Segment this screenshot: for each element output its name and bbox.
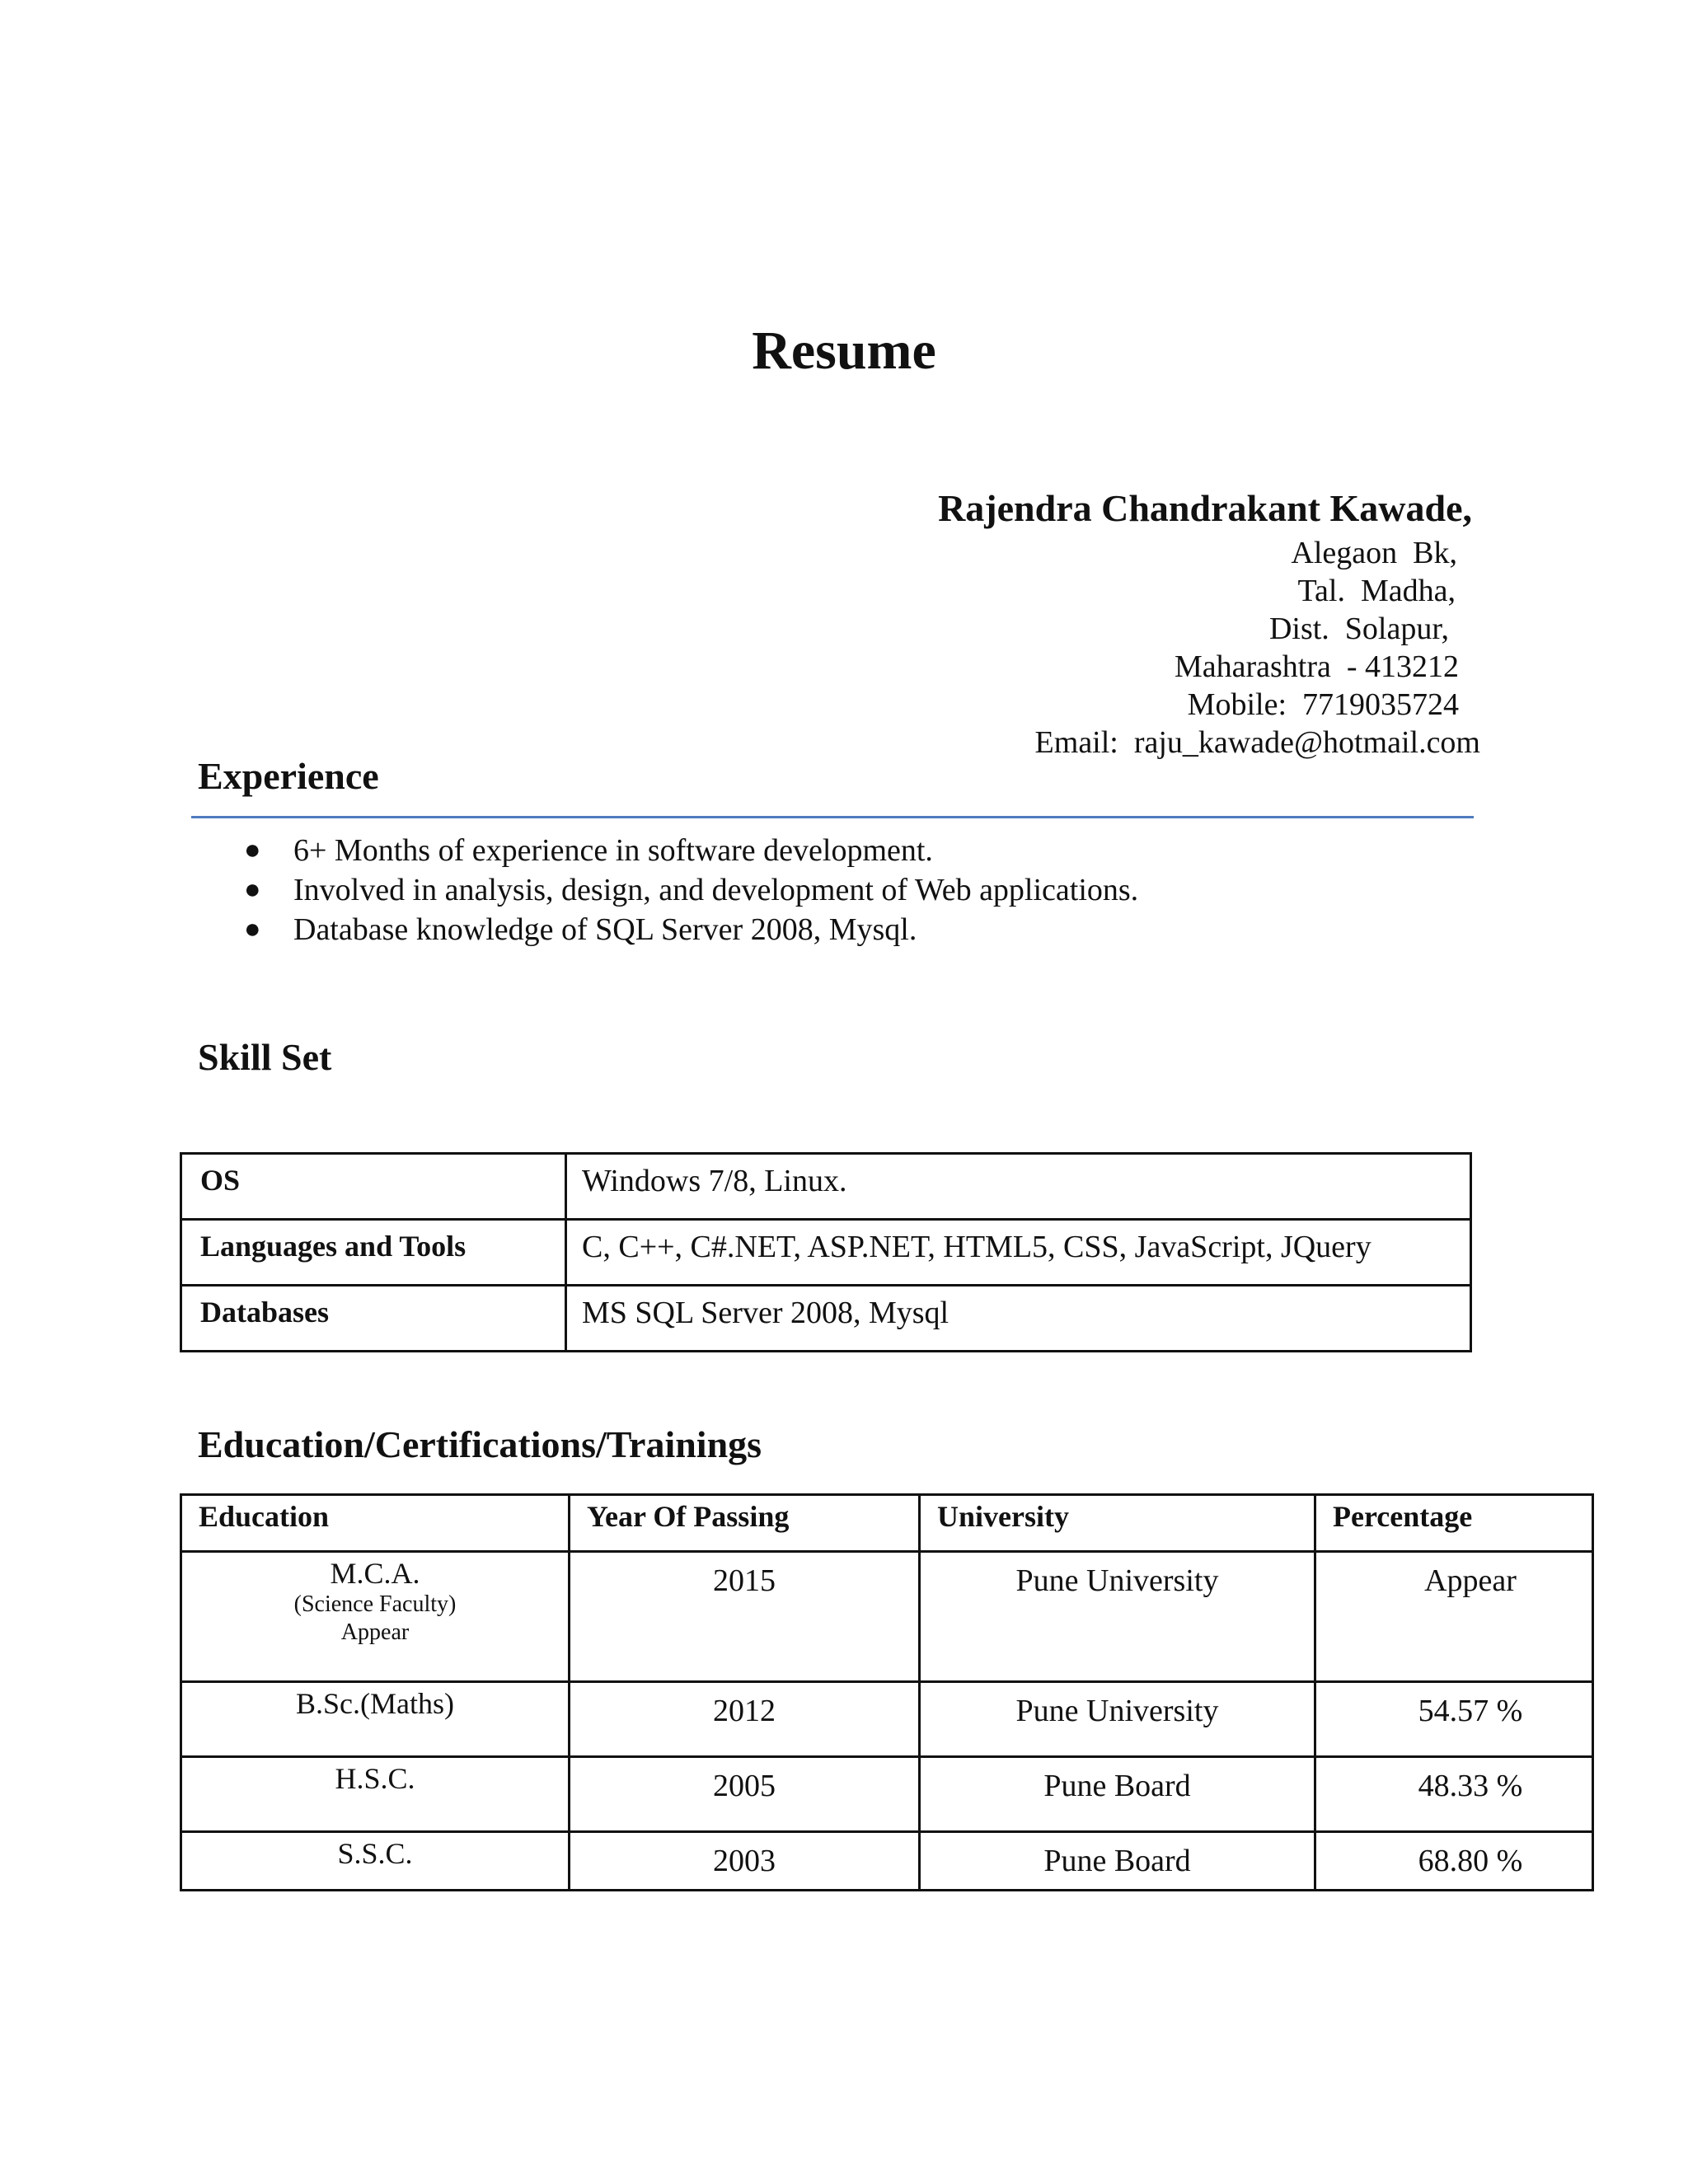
- experience-item-text: 6+ Months of experience in software development.: [293, 833, 933, 868]
- skill-label: OS: [181, 1154, 566, 1220]
- table-header-row: [181, 1495, 1593, 1552]
- column-header-percentage: Percentage: [1315, 1495, 1593, 1552]
- education-heading: Education/Certifications/Trainings: [198, 1423, 762, 1465]
- table-row: [181, 1220, 1471, 1286]
- address-line-district: Dist. Solapur,: [1268, 612, 1449, 646]
- experience-divider: [191, 816, 1474, 818]
- degree-cell: S.S.C.: [181, 1832, 570, 1891]
- year-cell: 2015: [570, 1552, 920, 1682]
- bullet-icon: ●: [244, 914, 261, 944]
- bullet-icon: ●: [244, 874, 261, 905]
- email-address: Email: raju_kawade@hotmail.com: [1034, 725, 1480, 760]
- table-row: [181, 1552, 1593, 1682]
- experience-list: [198, 831, 1138, 949]
- experience-item-text: Database knowledge of SQL Server 2008, Mysql.: [293, 912, 917, 947]
- page-title: Resume: [752, 321, 936, 381]
- skill-label: Databases: [181, 1286, 566, 1352]
- degree-note: (Science Faculty): [293, 1591, 457, 1617]
- university-cell: Pune University: [920, 1682, 1315, 1757]
- percentage-cell: 54.57 %: [1315, 1682, 1593, 1757]
- list-item: [198, 870, 1138, 910]
- table-row: [181, 1832, 1593, 1891]
- address-line-village: Alegaon Bk,: [1291, 536, 1457, 570]
- skill-value: MS SQL Server 2008, Mysql: [566, 1286, 1471, 1352]
- table-row: [181, 1154, 1471, 1220]
- skill-label: Languages and Tools: [181, 1220, 566, 1286]
- address-line-state: Maharashtra - 413212: [1174, 649, 1459, 684]
- degree-cell: B.Sc.(Maths): [181, 1682, 570, 1757]
- bullet-icon: ●: [244, 835, 261, 865]
- skill-value: Windows 7/8, Linux.: [566, 1154, 1471, 1220]
- percentage-cell: 48.33 %: [1315, 1757, 1593, 1832]
- degree-status: Appear: [340, 1619, 410, 1645]
- education-table: [180, 1493, 1594, 1891]
- skill-set-table: [180, 1152, 1472, 1352]
- skill-value: C, C++, C#.NET, ASP.NET, HTML5, CSS, JavaScript, JQuery: [566, 1220, 1471, 1286]
- candidate-name: Rajendra Chandrakant Kawade: [938, 487, 1463, 529]
- contact-block: [938, 485, 1480, 762]
- table-row: [181, 1286, 1471, 1352]
- candidate-name-suffix: ,: [1462, 487, 1472, 529]
- table-row: [181, 1682, 1593, 1757]
- percentage-cell: Appear: [1315, 1552, 1593, 1682]
- year-cell: 2003: [570, 1832, 920, 1891]
- degree-name: M.C.A.: [330, 1557, 420, 1590]
- table-row: [181, 1757, 1593, 1832]
- experience-item-text: Involved in analysis, design, and development of Web applications.: [293, 873, 1139, 907]
- candidate-name-line: [938, 485, 1472, 532]
- university-cell: Pune Board: [920, 1757, 1315, 1832]
- university-cell: Pune Board: [920, 1832, 1315, 1891]
- address-line-taluka: Tal. Madha,: [1297, 574, 1456, 608]
- year-cell: 2005: [570, 1757, 920, 1832]
- percentage-cell: 68.80 %: [1315, 1832, 1593, 1891]
- mobile-number: Mobile: 7719035724: [1187, 687, 1459, 722]
- column-header-education: Education: [181, 1495, 570, 1552]
- degree-cell: [181, 1552, 570, 1682]
- list-item: [198, 831, 1138, 870]
- list-item: [198, 910, 1138, 949]
- degree-cell: H.S.C.: [181, 1757, 570, 1832]
- experience-heading: Experience: [198, 755, 379, 797]
- column-header-university: University: [920, 1495, 1315, 1552]
- column-header-year: Year Of Passing: [570, 1495, 920, 1552]
- year-cell: 2012: [570, 1682, 920, 1757]
- university-cell: Pune University: [920, 1552, 1315, 1682]
- skill-set-heading: Skill Set: [198, 1036, 332, 1078]
